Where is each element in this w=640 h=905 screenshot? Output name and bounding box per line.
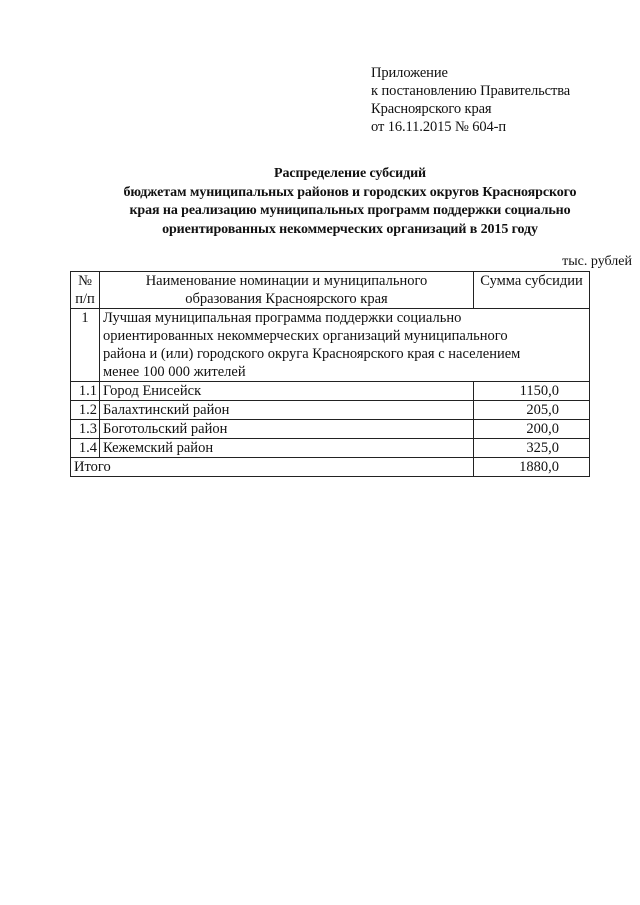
title-line-2: бюджетам муниципальных районов и городских округов Красноярского — [123, 184, 577, 200]
table-row — [71, 382, 590, 401]
nomination-line-2: ориентированных некоммерческих организаций муниципального — [103, 328, 508, 344]
nomination-line-1: Лучшая муниципальная программа поддержки социально — [103, 310, 462, 326]
table-header-row — [71, 272, 590, 309]
units-label: тыс. рублей — [562, 254, 632, 269]
table-row — [71, 401, 590, 420]
row-name: Город Енисейск — [100, 382, 474, 401]
row-name: Балахтинский район — [100, 401, 474, 420]
appendix-line-4: от 16.11.2015 № 604-п — [371, 119, 507, 135]
row-sum: 325,0 — [474, 439, 590, 458]
row-number: 1.2 — [71, 401, 100, 420]
nomination-line-3: района и (или) городского округа Красноярского края с населением — [103, 346, 521, 362]
row-sum: 200,0 — [474, 420, 590, 439]
title-line-1: Распределение субсидий — [274, 166, 426, 181]
nomination-title — [100, 309, 590, 382]
header-name-line-2: образования Красноярского края — [185, 291, 388, 307]
title-line-4: ориентированных некоммерческих организаций в 2015 году — [162, 221, 538, 237]
nomination-number: 1 — [71, 309, 100, 382]
row-name: Кежемский район — [100, 439, 474, 458]
total-row — [71, 458, 590, 477]
row-number: 1.4 — [71, 439, 100, 458]
row-sum: 205,0 — [474, 401, 590, 420]
row-sum: 1150,0 — [474, 382, 590, 401]
nomination-line-4: менее 100 000 жителей — [103, 364, 246, 380]
total-sum: 1880,0 — [474, 458, 590, 477]
subsidies-table — [70, 271, 590, 477]
row-number: 1.1 — [71, 382, 100, 401]
row-number: 1.3 — [71, 420, 100, 439]
header-number — [71, 272, 100, 309]
header-sum: Сумма субсидии — [474, 272, 590, 309]
row-name: Боготольский район — [100, 420, 474, 439]
header-number-line-1: № — [78, 273, 92, 289]
title-line-3: края на реализацию муниципальных программ поддержки социально — [129, 203, 571, 218]
nomination-row — [71, 309, 590, 382]
header-name — [100, 272, 474, 309]
header-name-line-1: Наименование номинации и муниципального — [145, 273, 428, 289]
appendix-line-1: Приложение — [371, 65, 448, 81]
appendix-line-2: к постановлению Правительства — [371, 83, 571, 99]
total-label: Итого — [71, 458, 474, 477]
appendix-line-3: Красноярского края — [371, 101, 492, 117]
document-title — [60, 165, 640, 239]
appendix-header — [371, 64, 570, 136]
table-row — [71, 439, 590, 458]
table-row — [71, 420, 590, 439]
header-number-line-2: п/п — [75, 291, 95, 307]
